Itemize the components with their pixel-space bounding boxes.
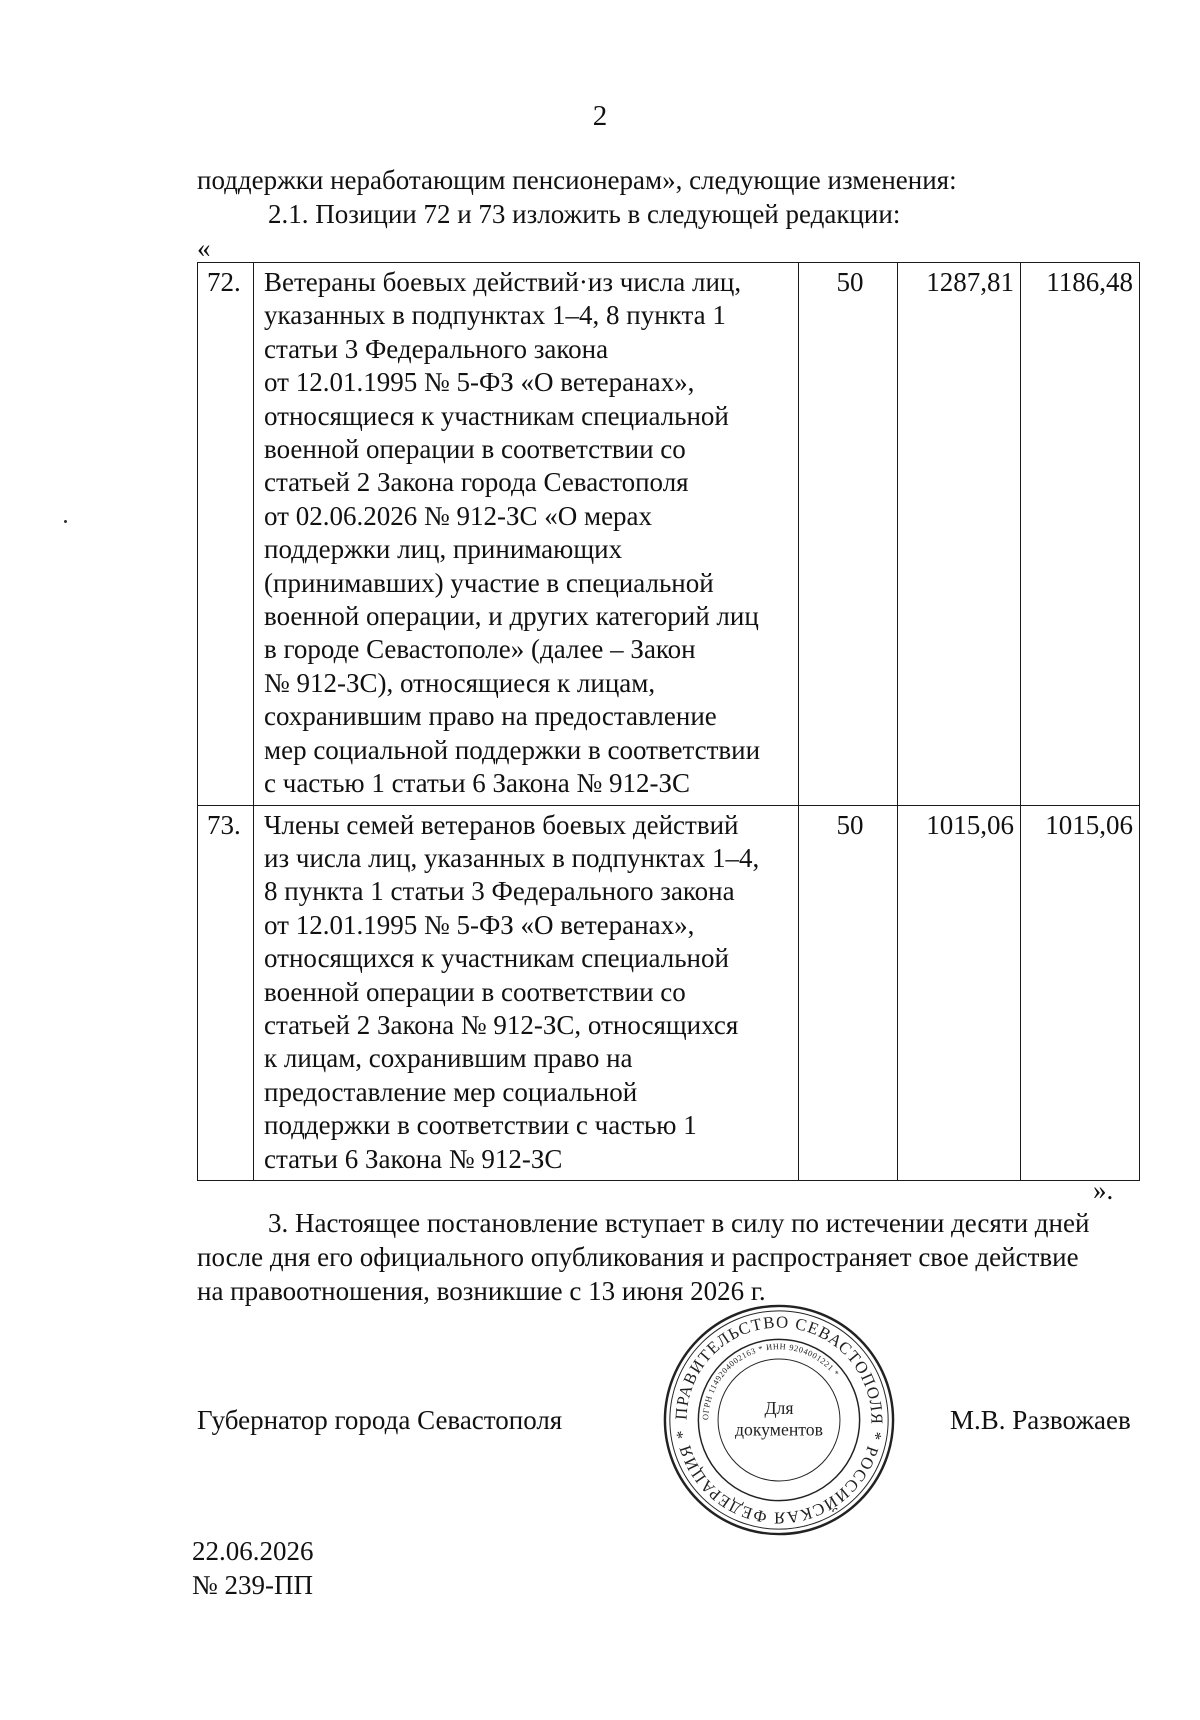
scan-speck <box>64 520 67 523</box>
subsection-heading: 2.1. Позиции 72 и 73 изложить в следующей редакции: <box>268 199 901 229</box>
value-column-1: 50 <box>799 263 898 806</box>
position-description <box>254 805 799 1180</box>
description-line: от 12.01.1995 № 5-ФЗ «О ветеранах», <box>264 909 695 940</box>
description-line: к лицам, сохранившим право на <box>264 1043 633 1074</box>
description-line: военной операции в соответствии со <box>264 976 686 1007</box>
official-seal-stamp <box>660 1302 898 1538</box>
description-line: военной операции, и других категорий лиц <box>264 601 759 632</box>
description-line: из числа лиц, указанных в подпунктах 1–4, <box>264 842 760 873</box>
description-line: относящихся к участникам специальной <box>264 943 729 974</box>
paragraph-3-line: после дня его официального опубликования и распространяет свое действие <box>197 1242 1079 1272</box>
description-line: поддержки в соответствии с частью 1 <box>264 1110 697 1141</box>
position-description <box>254 263 799 806</box>
description-line: 8 пункта 1 статьи 3 Федерального закона <box>264 876 735 907</box>
description-line: Ветераны боевых действий·из числа лиц, <box>264 267 742 297</box>
table-row <box>198 263 1140 806</box>
seal-center-line: Для <box>764 1398 794 1419</box>
value-column-3: 1186,48 <box>1021 263 1140 806</box>
value-column-2: 1015,06 <box>898 805 1021 1180</box>
seal-center-line: документов <box>735 1419 823 1440</box>
description-line: мер социальной поддержки в соответствии <box>264 734 761 765</box>
value-column-3: 1015,06 <box>1021 805 1140 1180</box>
signatory-name: М.В. Развожаев <box>950 1405 1131 1435</box>
table-row <box>198 805 1140 1180</box>
page-number: 2 <box>592 100 608 132</box>
seal-inner-text: ОГРН 1149204002163 * ИНН 9204001221 * <box>701 1342 841 1421</box>
intro-line: поддержки неработающим пенсионерам», следующие изменения: <box>197 165 957 195</box>
signatory-title: Губернатор города Севастополя <box>197 1405 563 1435</box>
position-number: 73. <box>198 805 254 1180</box>
description-line: статьей 2 Закона города Севастополя <box>264 467 689 498</box>
value-column-1: 50 <box>799 805 898 1180</box>
description-line: относящиеся к участникам специальной <box>264 400 729 431</box>
description-line: сохранившим право на предоставление <box>264 701 717 732</box>
closing-quote: ». <box>1093 1175 1114 1205</box>
description-line: (принимавших) участие в специальной <box>264 567 714 598</box>
positions-table-body <box>198 263 1140 1181</box>
value-column-2: 1287,81 <box>898 263 1021 806</box>
paragraph-3-line: 3. Настоящее постановление вступает в силу по истечении десяти дней <box>268 1208 1090 1238</box>
seal-outer-text: ПРАВИТЕЛЬСТВО СЕВАСТОПОЛЯ * РОССИЙСКАЯ ФЕДЕРАЦИЯ * <box>671 1312 887 1528</box>
description-line: статьи 3 Федерального закона <box>264 333 609 364</box>
description-line: поддержки лиц, принимающих <box>264 534 623 565</box>
description-line: от 02.06.2026 № 912-ЗС «О мерах <box>264 500 653 531</box>
description-line: от 12.01.1995 № 5-ФЗ «О ветеранах», <box>264 367 695 398</box>
document-date: 22.06.2026 <box>192 1536 314 1566</box>
opening-quote: « <box>197 233 211 263</box>
position-number: 72. <box>198 263 254 806</box>
description-line: предоставление мер социальной <box>264 1076 638 1107</box>
description-line: с частью 1 статьи 6 Закона № 912-ЗС <box>264 768 691 799</box>
description-line: в городе Севастополе» (далее – Закон <box>264 634 696 665</box>
description-line: Члены семей ветеранов боевых действий <box>264 809 739 840</box>
description-line: статьей 2 Закона № 912-ЗС, относящихся <box>264 1009 739 1040</box>
description-line: указанных в подпунктах 1–4, 8 пункта 1 <box>264 300 726 331</box>
document-number: № 239-ПП <box>192 1570 313 1600</box>
description-line: военной операции в соответствии со <box>264 434 686 465</box>
paragraph-3-line: на правоотношения, возникшие с 13 июня 2026 г. <box>197 1276 766 1306</box>
positions-table <box>197 262 1140 1181</box>
description-line: № 912-ЗС), относящиеся к лицам, <box>264 667 656 698</box>
description-line: статьи 6 Закона № 912-ЗС <box>264 1143 563 1174</box>
